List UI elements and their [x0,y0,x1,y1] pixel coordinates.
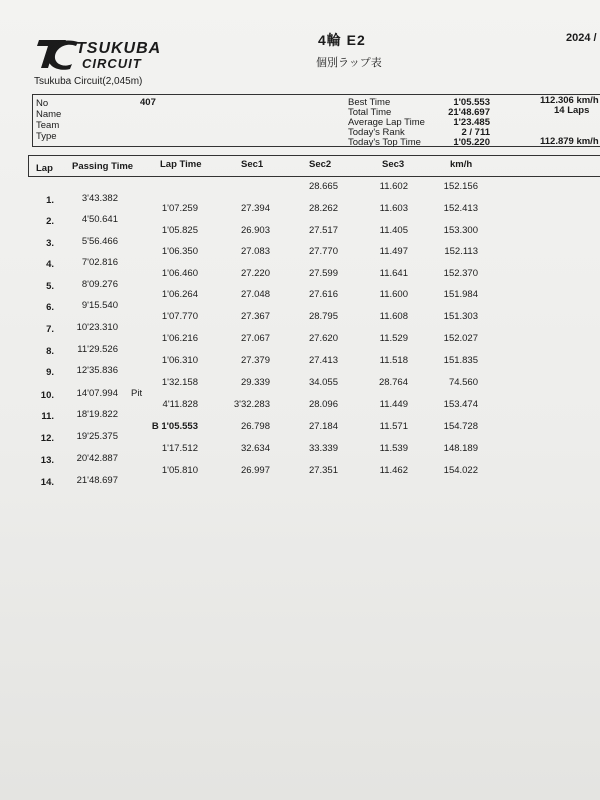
col-kmh: km/h [450,159,473,170]
lap-number: 9. [46,367,54,378]
sec1: 3'32.283 [233,399,270,410]
lap-number: 5. [46,281,54,292]
sec1: 26.903 [240,225,270,236]
label-name: Name [36,109,62,120]
passing-time: 18'19.822 [76,409,118,420]
label-rank: Today's Rank [348,127,405,138]
brand-sub: CIRCUIT [82,56,142,71]
label-type: Type [36,131,57,142]
lap-time: 1'06.460 [161,268,198,279]
col-sec3: Sec3 [382,159,405,170]
lap-time: 1'06.310 [161,355,198,366]
sec1: 27.067 [240,333,270,344]
sec1: 32.634 [240,443,270,454]
passing-time: 10'23.310 [76,322,118,333]
passing-time: 9'15.540 [81,300,118,311]
top-time-value: 1'05.220 [453,137,490,148]
label-best-time: Best Time [348,97,391,108]
kmh: 151.984 [443,289,478,300]
table-header-top [28,155,600,156]
col-passing-time: Passing Time [72,161,134,172]
car-number: 407 [140,97,156,108]
sec3: 11.603 [379,203,408,214]
rank-value: 2 / 711 [461,127,490,138]
label-top-time: Today's Top Time [348,137,421,148]
col-sec2: Sec2 [309,159,332,170]
sec2: 28.096 [308,399,338,410]
best-lap-time: B 1'05.553 [151,421,198,432]
passing-time: 8'09.276 [81,279,118,290]
sec3: 11.529 [379,333,408,344]
passing-time: 3'43.382 [81,193,118,204]
lap-time: 1'32.158 [161,377,198,388]
table-header-left [28,155,29,177]
kmh: 74.560 [448,377,478,388]
kmh: 153.300 [443,225,478,236]
kmh: 154.022 [443,465,478,476]
sec2: 27.599 [308,268,338,279]
circuit-name: Tsukuba Circuit(2,045m) [34,76,143,87]
kmh: 152.113 [444,246,478,257]
passing-time: 14'07.994 [76,388,118,399]
pre-kmh: 152.156 [443,181,478,192]
sec1: 27.048 [240,289,270,300]
tsukuba-logo [36,36,186,72]
lap-number: 7. [46,324,54,335]
lap-number: 3. [46,238,54,249]
sec1: 26.798 [240,421,270,432]
kmh: 152.413 [443,203,478,214]
sec3: 11.539 [379,443,408,454]
laps-count: 14 Laps [554,105,590,116]
lap-number: 14. [40,477,54,488]
sec2: 28.262 [308,203,338,214]
label-no: No [36,98,49,109]
lap-number: 11. [41,411,54,422]
passing-time: 7'02.816 [81,257,118,268]
sec1: 27.379 [240,355,270,366]
col-sec1: Sec1 [241,159,264,170]
kmh: 153.474 [443,399,478,410]
sec2: 33.339 [308,443,338,454]
lap-time: 1'06.264 [161,289,198,300]
pre-sec2: 28.665 [308,181,338,192]
page-subtitle: 個別ラップ表 [316,57,382,69]
lap-time: 1'05.810 [161,465,198,476]
sec2: 27.517 [308,225,338,236]
lap-number: 2. [46,216,54,227]
kmh: 148.189 [443,443,478,454]
page-title: 4輪 E2 [318,32,366,48]
top-speed-value: 112.879 km/h [540,136,599,147]
lap-number: 10. [40,390,54,401]
avg-lap-value: 1'23.485 [453,117,490,128]
sec3: 28.764 [378,377,408,388]
date-text: 2024 / [566,32,597,44]
passing-time: 4'50.641 [81,214,118,225]
sec2: 28.795 [308,311,338,322]
lap-number: 1. [46,195,54,206]
info-bottom-border [32,146,600,147]
sec3: 11.462 [379,465,408,476]
sec3: 11.571 [379,421,408,432]
pit-marker: Pit [131,388,143,399]
best-time-value: 1'05.553 [453,97,490,108]
best-speed-value: 112.306 km/h [540,95,599,106]
sec2: 27.413 [308,355,338,366]
kmh: 152.027 [443,333,478,344]
sec2: 34.055 [308,377,338,388]
sec2: 27.184 [308,421,338,432]
label-team: Team [36,120,60,131]
sec3: 11.518 [379,355,408,366]
sec1: 27.220 [240,268,270,279]
info-top-border [32,94,600,95]
tc-logo-icon [36,36,78,70]
sec1: 27.083 [240,246,270,257]
col-lap-time: Lap Time [160,159,202,170]
lap-number: 8. [46,346,54,357]
sec3: 11.405 [379,225,408,236]
lap-time: 1'17.512 [161,443,198,454]
lap-time: 1'06.216 [161,333,198,344]
passing-time: 11'29.526 [77,344,118,355]
sec2: 27.351 [308,465,338,476]
passing-time: 20'42.887 [76,453,118,464]
label-avg-lap: Average Lap Time [348,117,425,128]
kmh: 154.728 [443,421,478,432]
table-header-bottom [28,176,600,177]
sec3: 11.449 [379,399,408,410]
col-lap: Lap [36,163,53,174]
info-left-border [32,94,33,147]
lap-number: 4. [46,259,54,270]
kmh: 151.303 [443,311,478,322]
sec2: 27.620 [308,333,338,344]
passing-time: 21'48.697 [76,475,118,486]
sec1: 27.367 [240,311,270,322]
sec1: 27.394 [240,203,270,214]
lap-time: 1'07.259 [161,203,198,214]
lap-time: 4'11.828 [162,399,198,410]
label-total-time: Total Time [348,107,392,118]
sec2: 27.616 [308,289,338,300]
lap-number: 13. [40,455,54,466]
lap-number: 6. [46,302,54,313]
passing-time: 19'25.375 [76,431,118,442]
passing-time: 5'56.466 [81,236,118,247]
sec3: 11.497 [379,246,408,257]
passing-time: 12'35.836 [76,365,118,376]
lap-time: 1'07.770 [161,311,198,322]
brand-name: TSUKUBA [76,40,162,57]
sec3: 11.608 [379,311,408,322]
sec3: 11.641 [379,268,408,279]
kmh: 152.370 [443,268,478,279]
lap-time: 1'05.825 [161,225,198,236]
sec1: 26.997 [240,465,270,476]
sec2: 27.770 [308,246,338,257]
kmh: 151.835 [443,355,478,366]
pre-sec3: 11.602 [379,181,408,192]
total-time-value: 21'48.697 [448,107,490,118]
sec1: 29.339 [240,377,270,388]
sec3: 11.600 [379,289,408,300]
lap-time: 1'06.350 [161,246,198,257]
lap-number: 12. [40,433,54,444]
